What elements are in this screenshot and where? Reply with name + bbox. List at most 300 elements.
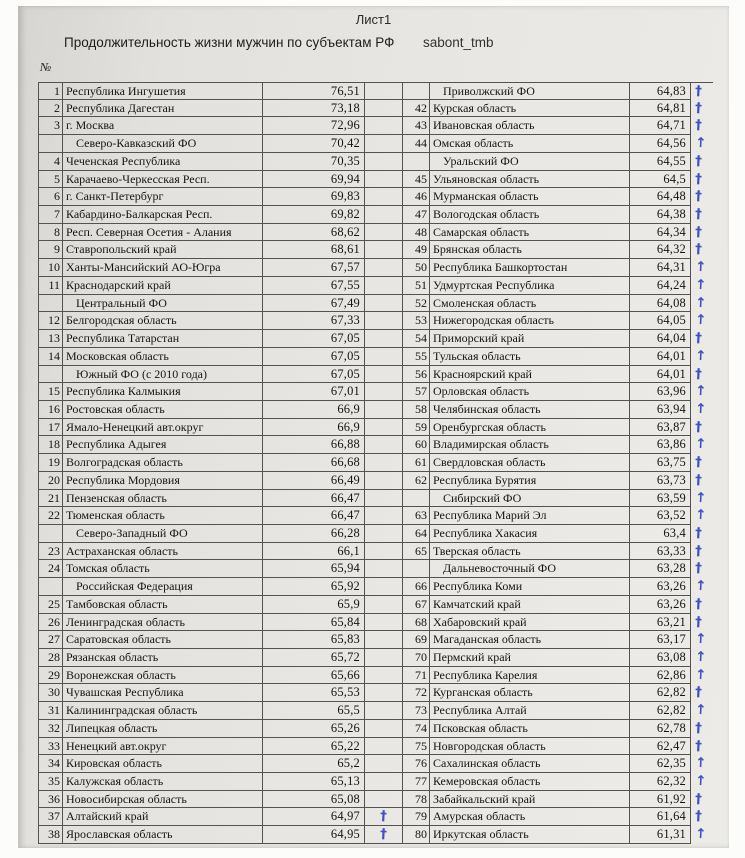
left-region-name-cell: Ханты-Мансийский АО-Югра xyxy=(63,259,263,277)
right-annotation-cell xyxy=(691,631,713,649)
left-region-name-cell: г. Санкт-Петербург xyxy=(63,188,263,206)
pen-mark-icon: † xyxy=(694,223,703,240)
left-region-name-cell: Ростовская область xyxy=(63,401,263,419)
left-row-number-cell: 16 xyxy=(38,401,63,419)
left-value-cell: 64,97 xyxy=(263,808,365,826)
right-annotation-cell xyxy=(691,82,713,100)
right-row-number-cell: 71 xyxy=(403,667,430,685)
left-row-number-cell: 38 xyxy=(38,826,63,844)
table-row xyxy=(38,649,713,667)
right-region-name-cell: Ивановская область xyxy=(430,117,630,135)
right-region-name-cell: Хабаровский край xyxy=(430,614,630,632)
left-annotation-cell xyxy=(365,295,403,313)
right-annotation-cell xyxy=(691,649,713,667)
right-region-name-cell: Республика Башкортостан xyxy=(430,259,630,277)
left-region-name-cell: Республика Адыгея xyxy=(63,436,263,454)
pen-mark-icon: ↑ xyxy=(694,347,707,365)
table-row xyxy=(38,454,713,472)
pen-mark-icon: † xyxy=(694,330,703,347)
left-annotation-cell xyxy=(365,117,403,135)
pen-mark-icon: † xyxy=(694,188,703,205)
pen-mark-icon: ↑ xyxy=(694,276,707,294)
table-row xyxy=(38,241,713,259)
right-annotation-cell xyxy=(691,117,713,135)
left-row-number-cell: 37 xyxy=(38,808,63,826)
left-row-number-cell: 14 xyxy=(38,348,63,366)
left-annotation-cell xyxy=(365,702,403,720)
pen-mark-icon: † xyxy=(694,170,703,187)
left-value-cell: 69,82 xyxy=(263,206,365,224)
left-value-cell: 68,61 xyxy=(263,241,365,259)
right-value-cell: 63,87 xyxy=(630,419,691,437)
right-row-number-cell xyxy=(403,82,430,100)
right-value-cell: 62,47 xyxy=(630,738,691,756)
left-row-number-cell: 30 xyxy=(38,684,63,702)
left-region-name-cell: Республика Калмыкия xyxy=(63,383,263,401)
left-value-cell: 65,2 xyxy=(263,755,365,773)
left-row-number-cell: 29 xyxy=(38,667,63,685)
right-value-cell: 63,28 xyxy=(630,560,691,578)
right-value-cell: 63,86 xyxy=(630,436,691,454)
table-row xyxy=(38,472,713,490)
left-region-name-cell: Кировская область xyxy=(63,755,263,773)
right-row-number-cell: 55 xyxy=(403,348,430,366)
right-annotation-cell xyxy=(691,755,713,773)
right-annotation-cell xyxy=(691,738,713,756)
pen-mark-icon: ↑ xyxy=(694,773,707,790)
right-region-name-cell: Красноярский край xyxy=(430,366,630,384)
table-row xyxy=(38,826,713,844)
left-row-number-cell: 17 xyxy=(38,419,63,437)
left-value-cell: 66,47 xyxy=(263,507,365,525)
pen-mark-icon: ↑ xyxy=(694,294,707,311)
left-value-cell: 70,42 xyxy=(263,135,365,153)
right-value-cell: 64,05 xyxy=(630,312,691,330)
pen-mark-icon: † xyxy=(694,365,703,382)
left-region-name-cell: Республика Ингушетия xyxy=(63,82,263,100)
right-region-name-cell: Магаданская область xyxy=(430,631,630,649)
right-row-number-cell: 48 xyxy=(403,224,430,242)
table-row xyxy=(38,773,713,791)
right-row-number-cell: 51 xyxy=(403,277,430,295)
left-region-name-cell: Новосибирская область xyxy=(63,791,263,809)
table-row xyxy=(38,401,713,419)
life-expectancy-table xyxy=(38,82,713,844)
left-region-name-cell: Республика Татарстан xyxy=(63,330,263,348)
table-row xyxy=(38,366,713,384)
right-region-name-cell: Амурская область xyxy=(430,808,630,826)
left-value-cell: 65,26 xyxy=(263,720,365,738)
left-row-number-cell: 24 xyxy=(38,560,63,578)
right-region-name-cell: Новгородская область xyxy=(430,738,630,756)
left-value-cell: 66,9 xyxy=(263,419,365,437)
left-region-name-cell: Липецкая область xyxy=(63,720,263,738)
right-value-cell: 61,31 xyxy=(630,826,691,844)
right-row-number-cell: 66 xyxy=(403,578,430,596)
table-row xyxy=(38,738,713,756)
pen-mark-icon: ↑ xyxy=(694,631,707,648)
right-region-name-cell: Самарская область xyxy=(430,224,630,242)
table-row xyxy=(38,259,713,277)
left-row-number-cell: 4 xyxy=(38,153,63,171)
left-region-name-cell: Алтайский край xyxy=(63,808,263,826)
left-row-number-cell: 28 xyxy=(38,649,63,667)
pen-mark-icon: † xyxy=(694,206,703,223)
left-row-number-cell: 31 xyxy=(38,702,63,720)
left-row-number-cell xyxy=(38,135,63,153)
right-value-cell: 62,82 xyxy=(630,702,691,720)
right-region-name-cell: Сахалинская область xyxy=(430,755,630,773)
right-annotation-cell xyxy=(691,188,713,206)
left-region-name-cell: Ярославская область xyxy=(63,826,263,844)
left-value-cell: 65,13 xyxy=(263,773,365,791)
right-region-name-cell: Дальневосточный ФО xyxy=(430,560,630,578)
left-value-cell: 72,96 xyxy=(263,117,365,135)
left-row-number-cell: 12 xyxy=(38,312,63,330)
left-row-number-cell: 27 xyxy=(38,631,63,649)
left-value-cell: 65,83 xyxy=(263,631,365,649)
right-region-name-cell: Приморский край xyxy=(430,330,630,348)
right-row-number-cell: 62 xyxy=(403,472,430,490)
right-row-number-cell: 52 xyxy=(403,295,430,313)
right-value-cell: 64,34 xyxy=(630,224,691,242)
right-row-number-cell: 43 xyxy=(403,117,430,135)
pen-mark-icon: ↑ xyxy=(694,436,707,453)
right-value-cell: 64,38 xyxy=(630,206,691,224)
pen-mark-icon: ↑ xyxy=(694,826,707,843)
right-row-number-cell: 50 xyxy=(403,259,430,277)
right-row-number-cell: 60 xyxy=(403,436,430,454)
pen-mark-icon: † xyxy=(694,418,703,435)
table-row xyxy=(38,224,713,242)
right-value-cell: 62,78 xyxy=(630,720,691,738)
right-row-number-cell xyxy=(403,153,430,171)
pen-mark-icon: † xyxy=(694,454,703,471)
left-annotation-cell xyxy=(365,383,403,401)
left-region-name-cell: Чеченская Республика xyxy=(63,153,263,171)
right-row-number-cell: 80 xyxy=(403,826,430,844)
table-row xyxy=(38,153,713,171)
pen-mark-icon: ↑ xyxy=(694,666,707,684)
left-region-name-cell: Тюменская область xyxy=(63,507,263,525)
right-value-cell: 63,96 xyxy=(630,383,691,401)
left-annotation-cell xyxy=(365,259,403,277)
table-row xyxy=(38,330,713,348)
right-value-cell: 61,92 xyxy=(630,791,691,809)
table-row xyxy=(38,684,713,702)
pen-mark-icon: ↑ xyxy=(694,578,707,595)
left-annotation-cell xyxy=(365,614,403,632)
right-value-cell: 64,83 xyxy=(630,82,691,100)
left-region-name-cell: Саратовская область xyxy=(63,631,263,649)
left-annotation-cell xyxy=(365,684,403,702)
pen-mark-icon: † xyxy=(694,790,703,807)
right-value-cell: 63,33 xyxy=(630,543,691,561)
right-value-cell: 64,56 xyxy=(630,135,691,153)
right-annotation-cell xyxy=(691,490,713,508)
left-value-cell: 66,68 xyxy=(263,454,365,472)
pen-mark-icon: † xyxy=(379,826,388,843)
right-region-name-cell: Сибирский ФО xyxy=(430,490,630,508)
right-annotation-cell xyxy=(691,171,713,189)
right-annotation-cell xyxy=(691,808,713,826)
right-value-cell: 63,59 xyxy=(630,490,691,508)
right-region-name-cell: Иркутская область xyxy=(430,826,630,844)
right-region-name-cell: Омская область xyxy=(430,135,630,153)
right-value-cell: 64,48 xyxy=(630,188,691,206)
watermark-label: sabont_tmb xyxy=(423,35,494,50)
right-row-number-cell: 45 xyxy=(403,171,430,189)
right-region-name-cell: Тверская область xyxy=(430,543,630,561)
right-row-number-cell: 46 xyxy=(403,188,430,206)
right-value-cell: 63,21 xyxy=(630,614,691,632)
right-annotation-cell xyxy=(691,224,713,242)
pen-mark-icon: ↑ xyxy=(694,507,707,524)
pen-mark-icon: ↑ xyxy=(694,755,707,772)
right-value-cell: 63,26 xyxy=(630,578,691,596)
right-region-name-cell: Пермский край xyxy=(430,649,630,667)
right-row-number-cell: 75 xyxy=(403,738,430,756)
left-value-cell: 67,05 xyxy=(263,348,365,366)
right-value-cell: 64,04 xyxy=(630,330,691,348)
left-value-cell: 65,08 xyxy=(263,791,365,809)
left-annotation-cell xyxy=(365,667,403,685)
table-row xyxy=(38,295,713,313)
left-value-cell: 65,72 xyxy=(263,649,365,667)
left-region-name-cell: Республика Дагестан xyxy=(63,100,263,118)
left-value-cell: 65,66 xyxy=(263,667,365,685)
right-value-cell: 63,26 xyxy=(630,596,691,614)
table-row xyxy=(38,614,713,632)
left-region-name-cell: Краснодарский край xyxy=(63,277,263,295)
left-value-cell: 67,49 xyxy=(263,295,365,313)
right-annotation-cell xyxy=(691,259,713,277)
left-region-name-cell: Волгоградская область xyxy=(63,454,263,472)
left-value-cell: 67,33 xyxy=(263,312,365,330)
pen-mark-icon: † xyxy=(694,471,703,488)
right-annotation-cell xyxy=(691,667,713,685)
right-row-number-cell: 58 xyxy=(403,401,430,419)
table-row xyxy=(38,578,713,596)
right-value-cell: 62,86 xyxy=(630,667,691,685)
left-region-name-cell: Калужская область xyxy=(63,773,263,791)
left-region-name-cell: Республика Мордовия xyxy=(63,472,263,490)
left-row-number-cell: 21 xyxy=(38,490,63,508)
right-row-number-cell: 76 xyxy=(403,755,430,773)
left-annotation-cell xyxy=(365,808,403,826)
left-annotation-cell xyxy=(365,560,403,578)
number-column-header: № xyxy=(40,60,52,74)
right-annotation-cell xyxy=(691,720,713,738)
left-annotation-cell xyxy=(365,312,403,330)
pen-mark-icon: † xyxy=(694,524,703,542)
right-value-cell: 62,32 xyxy=(630,773,691,791)
table-row xyxy=(38,525,713,543)
table-row xyxy=(38,436,713,454)
pen-mark-icon: ↑ xyxy=(694,489,707,506)
pen-mark-icon: † xyxy=(694,82,703,100)
right-value-cell: 64,31 xyxy=(630,259,691,277)
right-region-name-cell: Смоленская область xyxy=(430,295,630,313)
right-region-name-cell: Орловская область xyxy=(430,383,630,401)
left-row-number-cell: 9 xyxy=(38,241,63,259)
left-region-name-cell: Карачаево-Черкесская Респ. xyxy=(63,171,263,189)
pen-mark-icon: † xyxy=(694,99,703,116)
left-value-cell: 66,47 xyxy=(263,490,365,508)
left-region-name-cell: Южный ФО (с 2010 года) xyxy=(63,366,263,384)
right-region-name-cell: Удмуртская Республика xyxy=(430,277,630,295)
table-row xyxy=(38,808,713,826)
left-row-number-cell: 20 xyxy=(38,472,63,490)
table-row xyxy=(38,667,713,685)
left-region-name-cell: Ненецкий авт.округ xyxy=(63,738,263,756)
left-value-cell: 76,51 xyxy=(263,82,365,100)
left-row-number-cell: 5 xyxy=(38,171,63,189)
right-row-number-cell: 72 xyxy=(403,684,430,702)
left-annotation-cell xyxy=(365,330,403,348)
left-row-number-cell: 6 xyxy=(38,188,63,206)
right-value-cell: 64,24 xyxy=(630,277,691,295)
right-value-cell: 64,81 xyxy=(630,100,691,118)
right-region-name-cell: Республика Коми xyxy=(430,578,630,596)
left-row-number-cell xyxy=(38,295,63,313)
left-annotation-cell xyxy=(365,472,403,490)
right-annotation-cell xyxy=(691,614,713,632)
right-region-name-cell: Челябинская область xyxy=(430,401,630,419)
left-region-name-cell: Пензенская область xyxy=(63,490,263,508)
left-region-name-cell: Кабардино-Балкарская Респ. xyxy=(63,206,263,224)
right-annotation-cell xyxy=(691,773,713,791)
left-value-cell: 69,83 xyxy=(263,188,365,206)
table-row xyxy=(38,419,713,437)
table-row xyxy=(38,82,713,100)
right-value-cell: 63,94 xyxy=(630,401,691,419)
pen-mark-icon: ↑ xyxy=(694,259,707,276)
right-region-name-cell: Нижегородская область xyxy=(430,312,630,330)
right-value-cell: 64,01 xyxy=(630,366,691,384)
pen-mark-icon: † xyxy=(694,241,703,258)
table-row xyxy=(38,188,713,206)
left-value-cell: 65,92 xyxy=(263,578,365,596)
left-region-name-cell: Рязанская область xyxy=(63,649,263,667)
right-value-cell: 63,08 xyxy=(630,649,691,667)
left-value-cell: 65,84 xyxy=(263,614,365,632)
right-row-number-cell: 63 xyxy=(403,507,430,525)
right-value-cell: 62,35 xyxy=(630,755,691,773)
table-row xyxy=(38,100,713,118)
left-region-name-cell: Воронежская область xyxy=(63,667,263,685)
left-annotation-cell xyxy=(365,401,403,419)
pen-mark-icon: † xyxy=(694,542,703,559)
left-annotation-cell xyxy=(365,419,403,437)
left-value-cell: 66,9 xyxy=(263,401,365,419)
left-annotation-cell xyxy=(365,241,403,259)
right-value-cell: 64,71 xyxy=(630,117,691,135)
left-annotation-cell xyxy=(365,100,403,118)
pen-mark-icon: ↑ xyxy=(694,383,707,400)
table-row xyxy=(38,631,713,649)
right-value-cell: 64,55 xyxy=(630,153,691,171)
left-annotation-cell xyxy=(365,507,403,525)
right-annotation-cell xyxy=(691,383,713,401)
right-row-number-cell: 57 xyxy=(403,383,430,401)
document-title: Продолжительность жизни мужчин по субъектам РФ xyxy=(64,35,395,50)
right-row-number-cell: 68 xyxy=(403,614,430,632)
pen-mark-icon: † xyxy=(694,719,703,737)
right-row-number-cell: 79 xyxy=(403,808,430,826)
table-row xyxy=(38,383,713,401)
right-annotation-cell xyxy=(691,525,713,543)
left-row-number-cell xyxy=(38,366,63,384)
right-value-cell: 64,5 xyxy=(630,171,691,189)
left-row-number-cell: 34 xyxy=(38,755,63,773)
left-annotation-cell xyxy=(365,348,403,366)
right-row-number-cell: 70 xyxy=(403,649,430,667)
right-value-cell: 61,64 xyxy=(630,808,691,826)
right-value-cell: 64,08 xyxy=(630,295,691,313)
table-row xyxy=(38,755,713,773)
left-region-name-cell: Томская область xyxy=(63,560,263,578)
right-region-name-cell: Кемеровская область xyxy=(430,773,630,791)
left-value-cell: 66,88 xyxy=(263,436,365,454)
left-region-name-cell: Центральный ФО xyxy=(63,295,263,313)
right-annotation-cell xyxy=(691,330,713,348)
table-row xyxy=(38,720,713,738)
pen-mark-icon: ↑ xyxy=(694,312,707,329)
table-row xyxy=(38,135,713,153)
right-annotation-cell xyxy=(691,826,713,844)
left-annotation-cell xyxy=(365,525,403,543)
left-annotation-cell xyxy=(365,543,403,561)
pen-mark-icon: † xyxy=(694,560,703,577)
right-value-cell: 64,32 xyxy=(630,241,691,259)
right-annotation-cell xyxy=(691,578,713,596)
right-region-name-cell: Курская область xyxy=(430,100,630,118)
left-annotation-cell xyxy=(365,224,403,242)
left-region-name-cell: Астраханская область xyxy=(63,543,263,561)
right-row-number-cell: 78 xyxy=(403,791,430,809)
left-annotation-cell xyxy=(365,791,403,809)
right-annotation-cell xyxy=(691,419,713,437)
left-annotation-cell xyxy=(365,454,403,472)
right-annotation-cell xyxy=(691,277,713,295)
right-annotation-cell xyxy=(691,348,713,366)
left-annotation-cell xyxy=(365,188,403,206)
right-annotation-cell xyxy=(691,596,713,614)
left-region-name-cell: Белгородская область xyxy=(63,312,263,330)
left-row-number-cell: 25 xyxy=(38,596,63,614)
left-value-cell: 65,22 xyxy=(263,738,365,756)
pen-mark-icon: † xyxy=(694,737,703,754)
right-region-name-cell: Оренбургская область xyxy=(430,419,630,437)
left-value-cell: 66,1 xyxy=(263,543,365,561)
left-region-name-cell: г. Москва xyxy=(63,117,263,135)
right-annotation-cell xyxy=(691,100,713,118)
right-row-number-cell: 69 xyxy=(403,631,430,649)
pen-mark-icon: ↑ xyxy=(694,135,707,152)
left-value-cell: 66,28 xyxy=(263,525,365,543)
left-value-cell: 65,53 xyxy=(263,684,365,702)
left-row-number-cell: 8 xyxy=(38,224,63,242)
right-annotation-cell xyxy=(691,295,713,313)
left-value-cell: 64,95 xyxy=(263,826,365,844)
pen-mark-icon: † xyxy=(694,595,703,613)
table-row xyxy=(38,490,713,508)
left-value-cell: 67,01 xyxy=(263,383,365,401)
left-value-cell: 67,57 xyxy=(263,259,365,277)
right-annotation-cell xyxy=(691,454,713,472)
pen-mark-icon: † xyxy=(694,808,703,825)
